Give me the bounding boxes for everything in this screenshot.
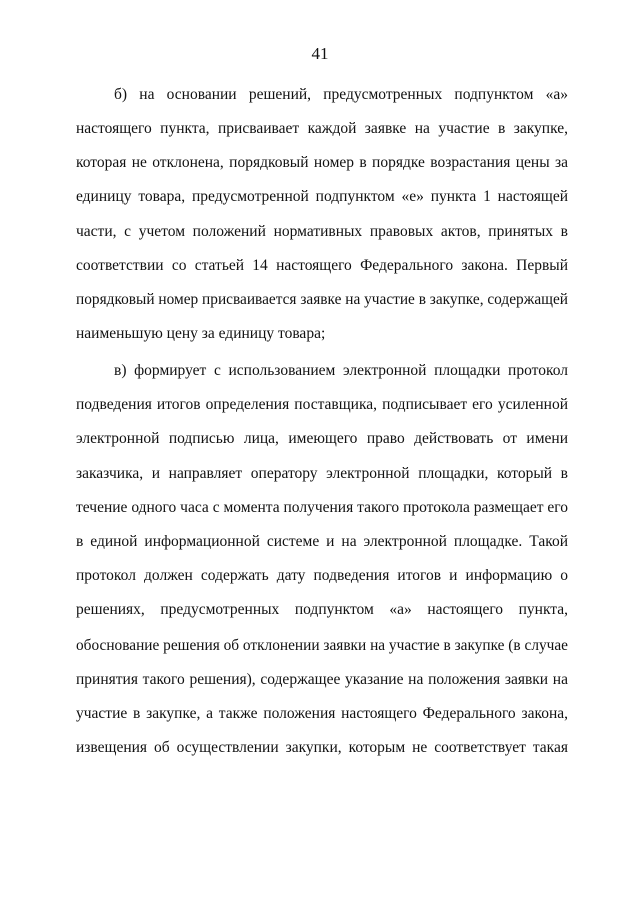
text-line: порядковый номер присваивается заявке на участие в закупке, содержащей — [76, 291, 568, 308]
text-line: протокол должен содержать дату подведения итогов и информацию о — [76, 567, 568, 584]
text-line: участие в закупке, а также положения настоящего Федерального закона, — [76, 705, 568, 722]
text-line: течение одного часа с момента получения такого протокола размещает его — [76, 499, 568, 516]
text-line: части, с учетом положений нормативных правовых актов, принятых в — [76, 223, 568, 240]
text-line: электронной подписью лица, имеющего право действовать от имени — [76, 430, 568, 447]
page-number: 41 — [311, 44, 329, 63]
text-line: в) формирует с использованием электронной площадки протокол — [114, 362, 568, 379]
text-line: которая не отклонена, порядковый номер в порядке возрастания цены за — [76, 154, 568, 171]
text-line: подведения итогов определения поставщика, подписывает его усиленной — [76, 396, 568, 413]
text-line: соответствии со статьей 14 настоящего Федерального закона. Первый — [76, 257, 568, 274]
text-line: наименьшую цену за единицу товара; — [76, 325, 326, 342]
text-line: единицу товара, предусмотренной подпунктом «е» пункта 1 настоящей — [76, 188, 568, 205]
text-line: настоящего пункта, присваивает каждой заявке на участие в закупке, — [76, 120, 568, 137]
text-line: в единой информационной системе и на электронной площадке. Такой — [76, 533, 568, 550]
text-line: решениях, предусмотренных подпунктом «а» настоящего пункта, — [76, 601, 568, 618]
text-line: принятия такого решения), содержащее указание на положения заявки на — [76, 671, 568, 688]
text-line: обоснование решения об отклонении заявки на участие в закупке (в случае — [76, 637, 569, 654]
text-line: б) на основании решений, предусмотренных подпунктом «а» — [114, 86, 568, 103]
text-line: заказчика, и направляет оператору электронной площадки, который в — [76, 465, 568, 482]
text-line: извещения об осуществлении закупки, которым не соответствует такая — [76, 739, 568, 756]
